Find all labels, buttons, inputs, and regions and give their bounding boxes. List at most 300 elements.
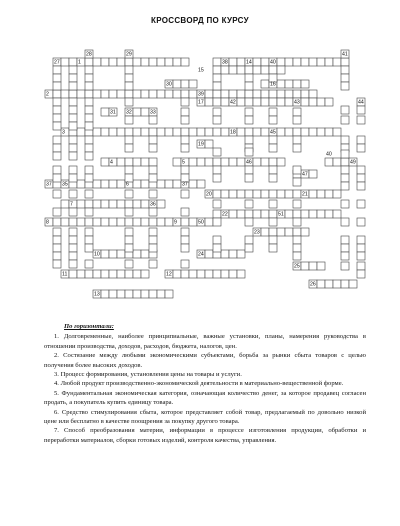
grid-cell[interactable] xyxy=(237,210,245,218)
grid-cell[interactable] xyxy=(125,90,133,98)
grid-cell[interactable] xyxy=(285,128,293,136)
grid-cell[interactable] xyxy=(109,180,117,188)
grid-cell[interactable] xyxy=(125,236,133,244)
grid-cell[interactable] xyxy=(277,90,285,98)
grid-cell[interactable] xyxy=(77,128,85,136)
grid-cell[interactable] xyxy=(269,190,277,198)
grid-cell[interactable] xyxy=(357,218,365,226)
grid-cell[interactable] xyxy=(53,252,61,260)
grid-cell[interactable] xyxy=(221,90,229,98)
grid-cell[interactable] xyxy=(229,66,237,74)
grid-cell[interactable] xyxy=(285,190,293,198)
grid-cell[interactable] xyxy=(61,200,69,208)
grid-cell[interactable] xyxy=(101,270,109,278)
grid-cell[interactable] xyxy=(269,218,277,226)
grid-cell[interactable] xyxy=(277,98,285,106)
grid-cell[interactable] xyxy=(245,174,253,182)
grid-cell[interactable] xyxy=(237,66,245,74)
grid-cell[interactable] xyxy=(53,190,61,198)
grid-cell[interactable] xyxy=(357,262,365,270)
grid-cell[interactable] xyxy=(221,190,229,198)
grid-cell[interactable] xyxy=(269,66,277,74)
grid-cell[interactable] xyxy=(261,98,269,106)
grid-cell[interactable] xyxy=(213,200,221,208)
grid-cell[interactable] xyxy=(165,90,173,98)
grid-cell[interactable] xyxy=(101,290,109,298)
grid-cell[interactable] xyxy=(213,98,221,106)
grid-cell[interactable] xyxy=(341,74,349,82)
grid-cell[interactable] xyxy=(357,174,365,182)
grid-cell[interactable] xyxy=(269,108,277,116)
grid-cell[interactable] xyxy=(229,270,237,278)
grid-cell[interactable] xyxy=(101,218,109,226)
grid-cell[interactable] xyxy=(341,150,349,158)
grid-cell[interactable] xyxy=(221,270,229,278)
grid-cell[interactable] xyxy=(341,182,349,190)
grid-cell[interactable] xyxy=(277,158,285,166)
grid-cell[interactable] xyxy=(141,250,149,258)
grid-cell[interactable] xyxy=(269,244,277,252)
grid-cell[interactable] xyxy=(341,58,349,66)
grid-cell[interactable] xyxy=(53,114,61,122)
grid-cell[interactable] xyxy=(69,122,77,130)
grid-cell[interactable] xyxy=(53,166,61,174)
grid-cell[interactable] xyxy=(125,74,133,82)
grid-cell[interactable] xyxy=(125,270,133,278)
grid-cell[interactable] xyxy=(205,140,213,148)
grid-cell[interactable] xyxy=(85,208,93,216)
grid-cell[interactable] xyxy=(133,90,141,98)
grid-cell[interactable] xyxy=(197,180,205,188)
grid-cell[interactable] xyxy=(133,290,141,298)
grid-cell[interactable] xyxy=(229,58,237,66)
grid-cell[interactable] xyxy=(245,66,253,74)
grid-cell[interactable] xyxy=(93,218,101,226)
grid-cell[interactable] xyxy=(285,98,293,106)
grid-cell[interactable] xyxy=(93,180,101,188)
grid-cell[interactable] xyxy=(293,90,301,98)
grid-cell[interactable] xyxy=(125,260,133,268)
grid-cell[interactable] xyxy=(125,166,133,174)
grid-cell[interactable] xyxy=(285,210,293,218)
grid-cell[interactable] xyxy=(149,136,157,144)
grid-cell[interactable] xyxy=(133,218,141,226)
grid-cell[interactable] xyxy=(85,90,93,98)
grid-cell[interactable] xyxy=(85,114,93,122)
grid-cell[interactable] xyxy=(101,108,109,116)
grid-cell[interactable] xyxy=(269,174,277,182)
grid-cell[interactable] xyxy=(293,166,301,174)
grid-cell[interactable] xyxy=(245,244,253,252)
grid-cell[interactable] xyxy=(69,152,77,160)
grid-cell[interactable] xyxy=(189,80,197,88)
grid-cell[interactable] xyxy=(157,128,165,136)
grid-cell[interactable] xyxy=(213,174,221,182)
grid-cell[interactable] xyxy=(245,128,253,136)
grid-cell[interactable] xyxy=(77,180,85,188)
grid-cell[interactable] xyxy=(69,244,77,252)
grid-cell[interactable] xyxy=(325,280,333,288)
grid-cell[interactable] xyxy=(85,122,93,130)
grid-cell[interactable] xyxy=(229,158,237,166)
grid-cell[interactable] xyxy=(237,158,245,166)
grid-cell[interactable] xyxy=(117,290,125,298)
grid-cell[interactable] xyxy=(261,190,269,198)
grid-cell[interactable] xyxy=(285,58,293,66)
grid-cell[interactable] xyxy=(325,190,333,198)
grid-cell[interactable] xyxy=(189,180,197,188)
grid-cell[interactable] xyxy=(69,236,77,244)
grid-cell[interactable] xyxy=(53,208,61,216)
grid-cell[interactable] xyxy=(205,218,213,226)
grid-cell[interactable] xyxy=(125,244,133,252)
grid-cell[interactable] xyxy=(101,90,109,98)
grid-cell[interactable] xyxy=(309,190,317,198)
grid-cell[interactable] xyxy=(317,262,325,270)
grid-cell[interactable] xyxy=(341,200,349,208)
grid-cell[interactable] xyxy=(213,244,221,252)
grid-cell[interactable] xyxy=(357,236,365,244)
grid-cell[interactable] xyxy=(221,128,229,136)
grid-cell[interactable] xyxy=(357,106,365,114)
grid-cell[interactable] xyxy=(149,218,157,226)
grid-cell[interactable] xyxy=(149,290,157,298)
grid-cell[interactable] xyxy=(149,144,157,152)
grid-cell[interactable] xyxy=(173,128,181,136)
grid-cell[interactable] xyxy=(253,210,261,218)
grid-cell[interactable] xyxy=(181,128,189,136)
grid-cell[interactable] xyxy=(293,252,301,260)
grid-cell[interactable] xyxy=(325,210,333,218)
grid-cell[interactable] xyxy=(53,122,61,130)
grid-cell[interactable] xyxy=(277,80,285,88)
grid-cell[interactable] xyxy=(157,58,165,66)
grid-cell[interactable] xyxy=(309,58,317,66)
grid-cell[interactable] xyxy=(349,280,357,288)
grid-cell[interactable] xyxy=(325,158,333,166)
grid-cell[interactable] xyxy=(77,218,85,226)
grid-cell[interactable] xyxy=(221,250,229,258)
grid-cell[interactable] xyxy=(213,58,221,66)
grid-cell[interactable] xyxy=(341,244,349,252)
grid-cell[interactable] xyxy=(141,90,149,98)
grid-cell[interactable] xyxy=(269,116,277,124)
grid-cell[interactable] xyxy=(53,144,61,152)
grid-cell[interactable] xyxy=(173,180,181,188)
grid-cell[interactable] xyxy=(117,58,125,66)
grid-cell[interactable] xyxy=(285,228,293,236)
grid-cell[interactable] xyxy=(181,218,189,226)
grid-cell[interactable] xyxy=(53,244,61,252)
grid-cell[interactable] xyxy=(189,218,197,226)
grid-cell[interactable] xyxy=(325,128,333,136)
grid-cell[interactable] xyxy=(157,90,165,98)
grid-cell[interactable] xyxy=(293,200,301,208)
grid-cell[interactable] xyxy=(293,136,301,144)
grid-cell[interactable] xyxy=(341,82,349,90)
grid-cell[interactable] xyxy=(293,218,301,226)
grid-cell[interactable] xyxy=(141,158,149,166)
grid-cell[interactable] xyxy=(221,66,229,74)
grid-cell[interactable] xyxy=(69,166,77,174)
grid-cell[interactable] xyxy=(245,136,253,144)
grid-cell[interactable] xyxy=(69,218,77,226)
grid-cell[interactable] xyxy=(53,136,61,144)
grid-cell[interactable] xyxy=(213,108,221,116)
grid-cell[interactable] xyxy=(149,116,157,124)
grid-cell[interactable] xyxy=(125,136,133,144)
grid-cell[interactable] xyxy=(109,250,117,258)
grid-cell[interactable] xyxy=(357,270,365,278)
grid-cell[interactable] xyxy=(245,82,253,90)
grid-cell[interactable] xyxy=(53,106,61,114)
grid-cell[interactable] xyxy=(101,250,109,258)
grid-cell[interactable] xyxy=(53,228,61,236)
grid-cell[interactable] xyxy=(69,144,77,152)
grid-cell[interactable] xyxy=(53,174,61,182)
grid-cell[interactable] xyxy=(181,190,189,198)
grid-cell[interactable] xyxy=(157,290,165,298)
grid-cell[interactable] xyxy=(77,270,85,278)
grid-cell[interactable] xyxy=(149,166,157,174)
grid-cell[interactable] xyxy=(133,180,141,188)
grid-cell[interactable] xyxy=(85,98,93,106)
grid-cell[interactable] xyxy=(341,174,349,182)
grid-cell[interactable] xyxy=(293,190,301,198)
grid-cell[interactable] xyxy=(261,80,269,88)
grid-cell[interactable] xyxy=(125,128,133,136)
grid-cell[interactable] xyxy=(69,270,77,278)
grid-cell[interactable] xyxy=(85,144,93,152)
grid-cell[interactable] xyxy=(293,244,301,252)
grid-cell[interactable] xyxy=(325,98,333,106)
grid-cell[interactable] xyxy=(221,158,229,166)
grid-cell[interactable] xyxy=(117,158,125,166)
grid-cell[interactable] xyxy=(157,200,165,208)
grid-cell[interactable] xyxy=(181,90,189,98)
grid-cell[interactable] xyxy=(221,98,229,106)
grid-cell[interactable] xyxy=(109,90,117,98)
grid-cell[interactable] xyxy=(293,108,301,116)
grid-cell[interactable] xyxy=(237,90,245,98)
grid-cell[interactable] xyxy=(125,208,133,216)
grid-cell[interactable] xyxy=(125,228,133,236)
grid-cell[interactable] xyxy=(125,200,133,208)
grid-cell[interactable] xyxy=(213,270,221,278)
grid-cell[interactable] xyxy=(269,90,277,98)
grid-cell[interactable] xyxy=(173,80,181,88)
grid-cell[interactable] xyxy=(117,90,125,98)
grid-cell[interactable] xyxy=(317,280,325,288)
grid-cell[interactable] xyxy=(261,210,269,218)
grid-cell[interactable] xyxy=(69,208,77,216)
grid-cell[interactable] xyxy=(173,270,181,278)
grid-cell[interactable] xyxy=(181,136,189,144)
grid-cell[interactable] xyxy=(133,250,141,258)
grid-cell[interactable] xyxy=(181,80,189,88)
grid-cell[interactable] xyxy=(317,58,325,66)
grid-cell[interactable] xyxy=(245,210,253,218)
grid-cell[interactable] xyxy=(69,252,77,260)
grid-cell[interactable] xyxy=(197,158,205,166)
grid-cell[interactable] xyxy=(253,128,261,136)
grid-cell[interactable] xyxy=(125,290,133,298)
grid-cell[interactable] xyxy=(109,270,117,278)
grid-cell[interactable] xyxy=(85,218,93,226)
grid-cell[interactable] xyxy=(333,280,341,288)
grid-cell[interactable] xyxy=(181,144,189,152)
grid-cell[interactable] xyxy=(213,128,221,136)
grid-cell[interactable] xyxy=(277,66,285,74)
grid-cell[interactable] xyxy=(269,200,277,208)
grid-cell[interactable] xyxy=(149,244,157,252)
grid-cell[interactable] xyxy=(125,98,133,106)
grid-cell[interactable] xyxy=(85,190,93,198)
grid-cell[interactable] xyxy=(341,136,349,144)
grid-cell[interactable] xyxy=(205,128,213,136)
grid-cell[interactable] xyxy=(125,158,133,166)
grid-cell[interactable] xyxy=(69,82,77,90)
grid-cell[interactable] xyxy=(85,152,93,160)
grid-cell[interactable] xyxy=(53,82,61,90)
grid-cell[interactable] xyxy=(245,166,253,174)
grid-cell[interactable] xyxy=(141,58,149,66)
grid-cell[interactable] xyxy=(85,82,93,90)
grid-cell[interactable] xyxy=(245,108,253,116)
grid-cell[interactable] xyxy=(317,128,325,136)
grid-cell[interactable] xyxy=(357,116,365,124)
grid-cell[interactable] xyxy=(317,210,325,218)
grid-cell[interactable] xyxy=(277,190,285,198)
grid-cell[interactable] xyxy=(93,58,101,66)
grid-cell[interactable] xyxy=(277,228,285,236)
grid-cell[interactable] xyxy=(301,128,309,136)
grid-cell[interactable] xyxy=(333,58,341,66)
grid-cell[interactable] xyxy=(237,58,245,66)
grid-cell[interactable] xyxy=(173,90,181,98)
grid-cell[interactable] xyxy=(53,260,61,268)
grid-cell[interactable] xyxy=(301,58,309,66)
grid-cell[interactable] xyxy=(261,58,269,66)
grid-cell[interactable] xyxy=(253,98,261,106)
grid-cell[interactable] xyxy=(101,180,109,188)
grid-cell[interactable] xyxy=(341,218,349,226)
grid-cell[interactable] xyxy=(357,200,365,208)
grid-cell[interactable] xyxy=(69,114,77,122)
grid-cell[interactable] xyxy=(261,158,269,166)
grid-cell[interactable] xyxy=(69,90,77,98)
grid-cell[interactable] xyxy=(189,128,197,136)
grid-cell[interactable] xyxy=(229,90,237,98)
grid-cell[interactable] xyxy=(213,116,221,124)
grid-cell[interactable] xyxy=(69,74,77,82)
grid-cell[interactable] xyxy=(165,180,173,188)
grid-cell[interactable] xyxy=(245,190,253,198)
grid-cell[interactable] xyxy=(85,66,93,74)
grid-cell[interactable] xyxy=(149,128,157,136)
grid-cell[interactable] xyxy=(293,144,301,152)
grid-cell[interactable] xyxy=(133,200,141,208)
grid-cell[interactable] xyxy=(237,98,245,106)
grid-cell[interactable] xyxy=(149,58,157,66)
grid-cell[interactable] xyxy=(333,190,341,198)
grid-cell[interactable] xyxy=(229,250,237,258)
grid-cell[interactable] xyxy=(245,200,253,208)
grid-cell[interactable] xyxy=(125,116,133,124)
grid-cell[interactable] xyxy=(165,290,173,298)
grid-cell[interactable] xyxy=(309,262,317,270)
grid-cell[interactable] xyxy=(149,236,157,244)
grid-cell[interactable] xyxy=(93,90,101,98)
grid-cell[interactable] xyxy=(69,136,77,144)
grid-cell[interactable] xyxy=(245,218,253,226)
grid-cell[interactable] xyxy=(293,80,301,88)
grid-cell[interactable] xyxy=(285,90,293,98)
grid-cell[interactable] xyxy=(181,236,189,244)
grid-cell[interactable] xyxy=(69,98,77,106)
grid-cell[interactable] xyxy=(165,58,173,66)
grid-cell[interactable] xyxy=(165,128,173,136)
grid-cell[interactable] xyxy=(189,90,197,98)
grid-cell[interactable] xyxy=(309,90,317,98)
grid-cell[interactable] xyxy=(293,228,301,236)
grid-cell[interactable] xyxy=(173,58,181,66)
grid-cell[interactable] xyxy=(229,210,237,218)
grid-cell[interactable] xyxy=(277,128,285,136)
grid-cell[interactable] xyxy=(357,136,365,144)
grid-cell[interactable] xyxy=(125,58,133,66)
grid-cell[interactable] xyxy=(149,174,157,182)
grid-cell[interactable] xyxy=(149,190,157,198)
grid-cell[interactable] xyxy=(141,218,149,226)
grid-cell[interactable] xyxy=(301,80,309,88)
grid-cell[interactable] xyxy=(117,200,125,208)
grid-cell[interactable] xyxy=(301,210,309,218)
grid-cell[interactable] xyxy=(125,82,133,90)
grid-cell[interactable] xyxy=(61,90,69,98)
grid-cell[interactable] xyxy=(93,270,101,278)
grid-cell[interactable] xyxy=(77,200,85,208)
grid-cell[interactable] xyxy=(85,270,93,278)
grid-cell[interactable] xyxy=(213,218,221,226)
grid-cell[interactable] xyxy=(149,208,157,216)
grid-cell[interactable] xyxy=(181,208,189,216)
grid-cell[interactable] xyxy=(85,260,93,268)
grid-cell[interactable] xyxy=(85,174,93,182)
grid-cell[interactable] xyxy=(181,260,189,268)
grid-cell[interactable] xyxy=(341,66,349,74)
grid-cell[interactable] xyxy=(317,98,325,106)
grid-cell[interactable] xyxy=(85,200,93,208)
grid-cell[interactable] xyxy=(269,158,277,166)
grid-cell[interactable] xyxy=(69,106,77,114)
grid-cell[interactable] xyxy=(309,170,317,178)
grid-cell[interactable] xyxy=(141,270,149,278)
grid-cell[interactable] xyxy=(125,66,133,74)
grid-cell[interactable] xyxy=(189,270,197,278)
grid-cell[interactable] xyxy=(269,136,277,144)
grid-cell[interactable] xyxy=(117,218,125,226)
grid-cell[interactable] xyxy=(93,200,101,208)
grid-cell[interactable] xyxy=(253,158,261,166)
grid-cell[interactable] xyxy=(149,228,157,236)
grid-cell[interactable] xyxy=(53,66,61,74)
grid-cell[interactable] xyxy=(157,180,165,188)
grid-cell[interactable] xyxy=(125,190,133,198)
grid-cell[interactable] xyxy=(85,236,93,244)
grid-cell[interactable] xyxy=(93,128,101,136)
grid-cell[interactable] xyxy=(245,98,253,106)
